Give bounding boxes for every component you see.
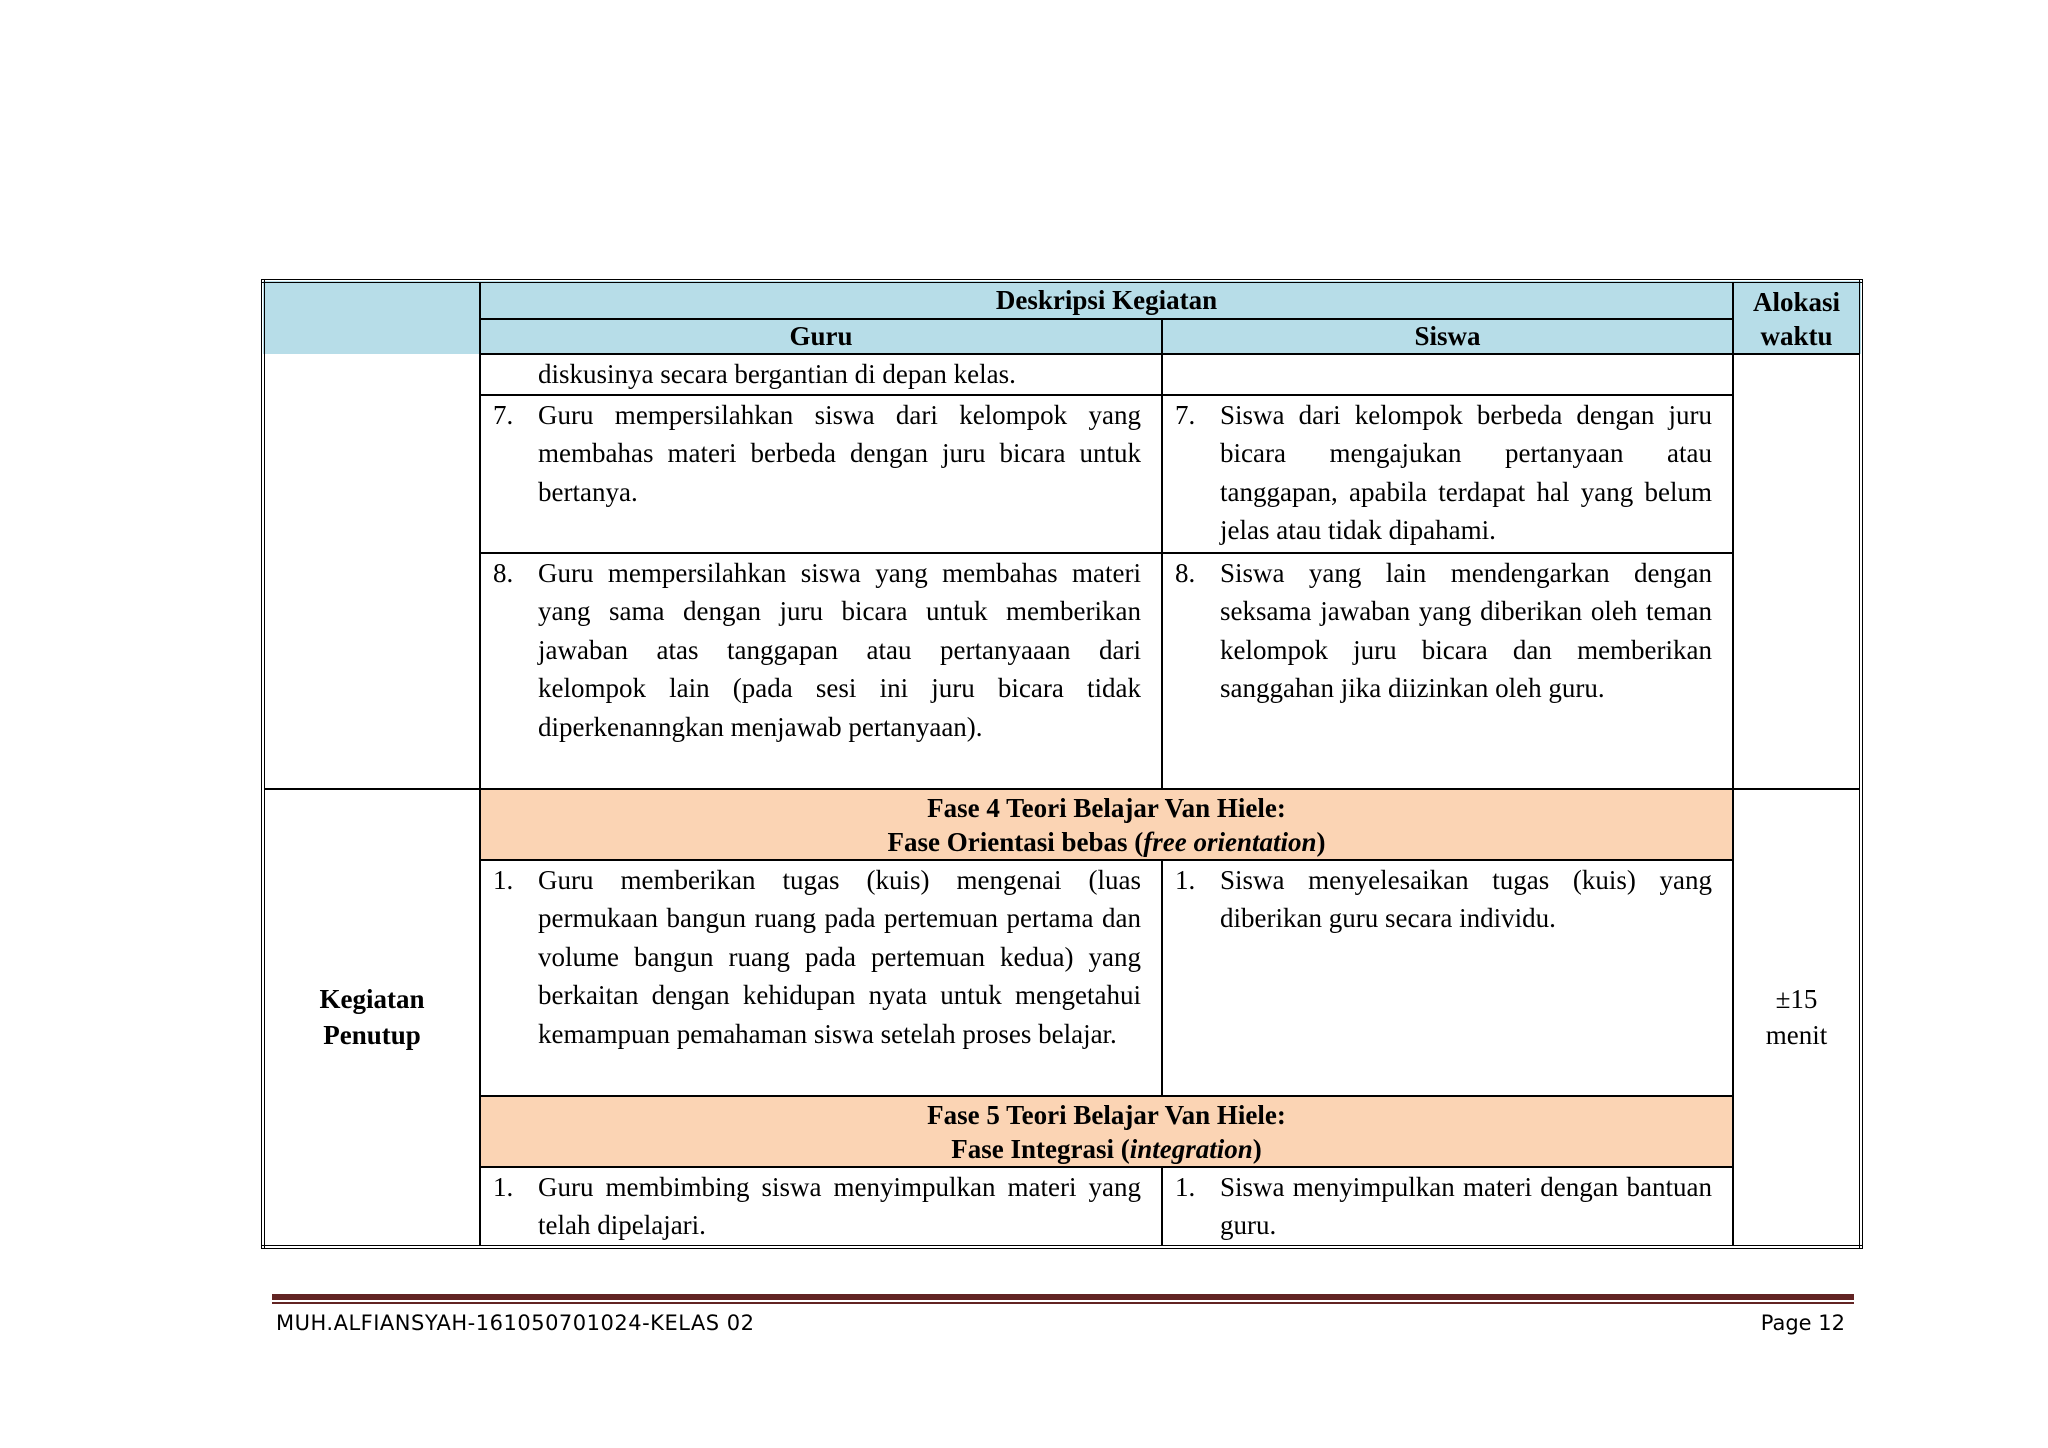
step-number: 8. [1175, 557, 1196, 588]
time-cell-empty [1733, 354, 1861, 789]
step-number: 8. [493, 557, 514, 588]
phase-5-italic: integration [1129, 1133, 1253, 1164]
phase-5-suffix: ) [1252, 1133, 1262, 1164]
phase-4-suffix: ) [1316, 826, 1326, 857]
siswa-step-7 [1162, 395, 1733, 553]
step-number: 7. [493, 399, 514, 430]
header-allocation-line2: waktu [1760, 321, 1833, 351]
phase-4-italic: free orientation [1143, 826, 1317, 857]
lesson-activity-table [261, 279, 1863, 1249]
phase-5-prefix: Fase Integrasi ( [951, 1133, 1130, 1164]
phase-4-heading [480, 789, 1733, 860]
phase-5-heading [480, 1096, 1733, 1167]
step-number: 1. [1175, 1171, 1196, 1202]
guru-continuation-cell [480, 354, 1162, 395]
phase-4-prefix: Fase Orientasi bebas ( [887, 826, 1144, 857]
phase-4-line2 [481, 825, 1732, 859]
time-allocation-penutup [1733, 789, 1861, 1247]
step-text: Siswa menyelesaikan tugas (kuis) yang diberikan guru secara individu. [1220, 864, 1713, 933]
header-blank-cell [263, 281, 480, 354]
siswa-continuation-cell [1162, 354, 1733, 395]
step-text: Siswa menyimpulkan materi dengan bantuan guru. [1220, 1171, 1713, 1240]
phase-label-cell-empty [263, 354, 480, 789]
footer-author: MUH.ALFIANSYAH-161050701024-KELAS 02 [276, 1311, 755, 1335]
step-text: Guru mempersilahkan siswa dari kelompok yang membahas materi berbeda dengan juru bicara untuk bertanya. [538, 399, 1141, 507]
phase-5-line2 [481, 1132, 1732, 1166]
guru-phase-5-step-1 [480, 1167, 1162, 1247]
step-number: 1. [493, 864, 514, 895]
footer-rule-thin [272, 1302, 1854, 1304]
guru-step-7 [480, 395, 1162, 553]
step-text: Siswa yang lain mendengarkan dengan seksama jawaban yang diberikan oleh teman kelompok juru bicara dan memberikan sanggahan jika diizinkan oleh guru. [1220, 557, 1713, 703]
header-description: Deskripsi Kegiatan [480, 281, 1733, 319]
header-time-allocation [1733, 281, 1861, 354]
step-number: 1. [1175, 864, 1196, 895]
step-text: Guru mempersilahkan siswa yang membahas materi yang sama dengan juru bicara untuk memberikan jawaban atas tanggapan atau pertanyaaan dari kelompok lain (pada sesi ini juru bicara tidak diperkenanngkan menjawab pertanyaan). [538, 557, 1141, 742]
phase-5-line1: Fase 5 Teori Belajar Van Hiele: [927, 1099, 1286, 1130]
siswa-phase-5-step-1 [1162, 1167, 1733, 1247]
step-text: Siswa dari kelompok berbeda dengan juru bicara mengajukan pertanyaan atau tanggapan, apabila terdapat hal yang belum jelas atau tidak dipahami. [1220, 399, 1713, 545]
label-line1: Kegiatan [319, 984, 425, 1014]
step-number: 1. [493, 1171, 514, 1202]
guru-phase-4-step-1 [480, 860, 1162, 1096]
guru-continuation-text: diskusinya secara bergantian di depan kelas. [538, 359, 1016, 389]
header-allocation-line1: Alokasi [1753, 287, 1841, 317]
label-line2: Penutup [323, 1020, 421, 1050]
step-text: Guru memberikan tugas (kuis) mengenai (luas permukaan bangun ruang pada pertemuan pertama dan volume bangun ruang pada pertemuan kedua) yang berkaitan dengan kehidupan nyata untuk mengetahui kemampuan pemahaman siswa setelah proses belajar. [538, 864, 1141, 1049]
footer-page-number: Page 12 [1760, 1311, 1845, 1335]
siswa-step-8 [1162, 553, 1733, 789]
header-guru: Guru [480, 319, 1162, 354]
guru-step-8 [480, 553, 1162, 789]
phase-4-line1: Fase 4 Teori Belajar Van Hiele: [927, 792, 1286, 823]
time-line1: ±15 [1775, 984, 1818, 1014]
footer-rule-thick [272, 1294, 1854, 1300]
step-number: 7. [1175, 399, 1196, 430]
time-line2: menit [1765, 1020, 1828, 1050]
kegiatan-penutup-label [263, 789, 480, 1247]
header-siswa: Siswa [1162, 319, 1733, 354]
siswa-phase-4-step-1 [1162, 860, 1733, 1096]
step-text: Guru membimbing siswa menyimpulkan materi yang telah dipelajari. [538, 1171, 1141, 1240]
